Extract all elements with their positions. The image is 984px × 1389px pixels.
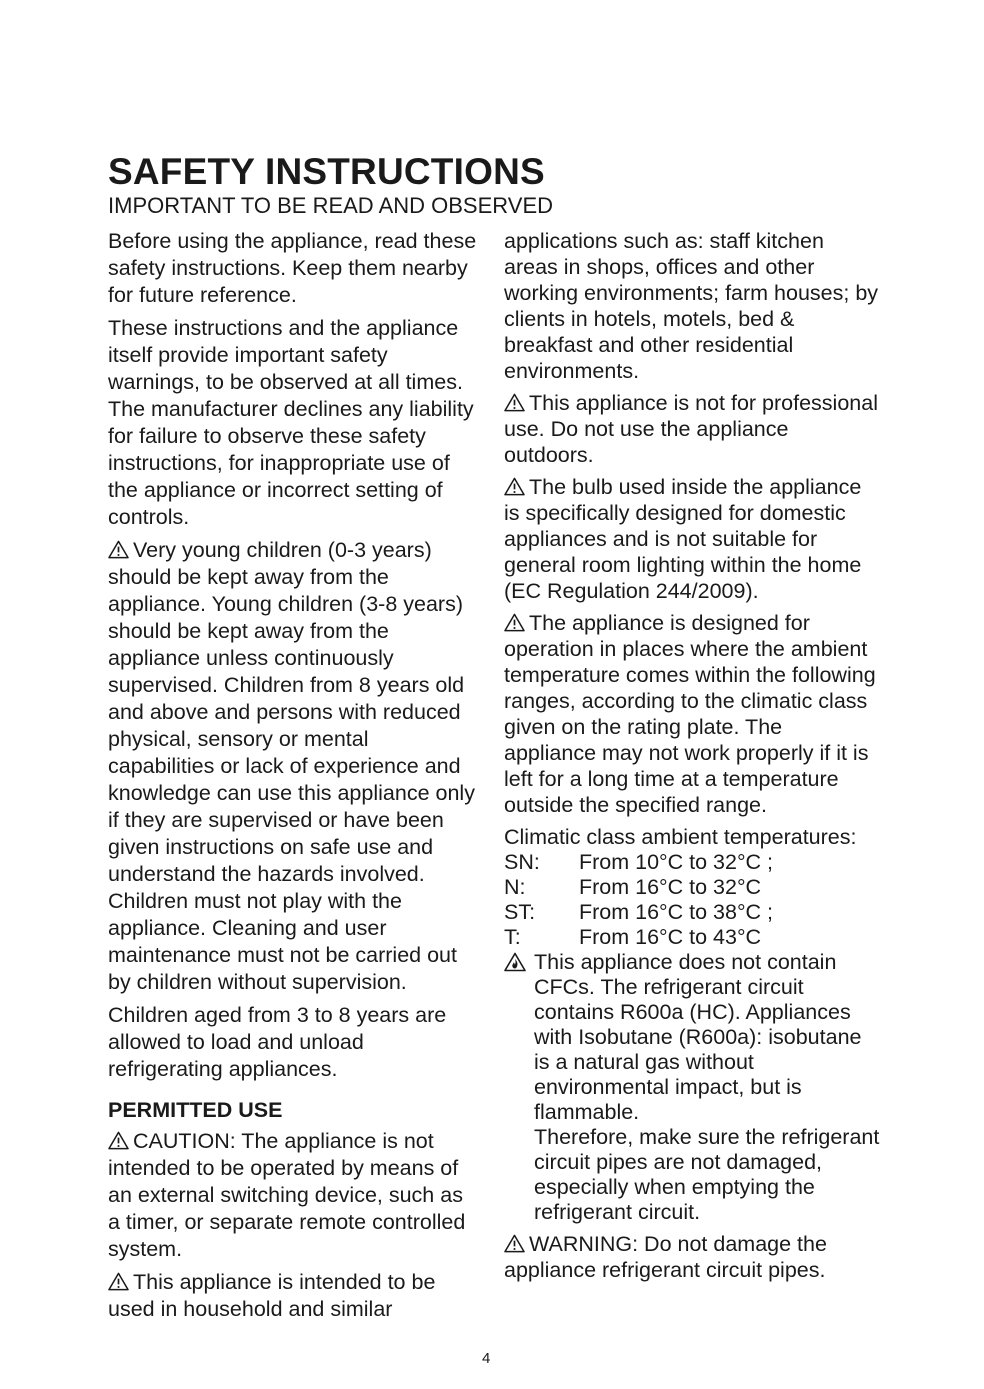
page-subtitle: IMPORTANT TO BE READ AND OBSERVED xyxy=(108,193,554,218)
flammable-warning-block xyxy=(504,950,880,1225)
climate-code: ST: xyxy=(504,900,536,924)
climatic-class-title: Climatic class ambient temperatures: xyxy=(504,825,857,849)
warning-triangle-icon xyxy=(108,540,129,559)
warning-triangle-icon xyxy=(504,477,525,496)
caution-text: CAUTION: The appliance is not intended to be operated by means of an external switching device, such as a timer, or separate remote controlled system. xyxy=(108,1129,466,1261)
ambient-text: The appliance is designed for operation in places where the ambient temperature comes within the following ranges, according to the climatic class given on the rating plate. The appliance may not work properly if it is left for a long time at a temperature outside the specified range. xyxy=(504,611,876,817)
cfc-paragraph: This appliance does not contain CFCs. The refrigerant circuit contains R600a (HC). Appliances with Isobutane (R600a): isobutane is a natural gas without environmental impact, but is flammable. xyxy=(534,950,862,1124)
climate-code: N: xyxy=(504,875,526,899)
right-column xyxy=(504,228,880,1289)
climate-row xyxy=(504,925,880,950)
climate-row xyxy=(504,850,880,875)
bulb-paragraph xyxy=(504,474,880,604)
permitted-use-heading: PERMITTED USE xyxy=(108,1098,283,1122)
climate-row xyxy=(504,900,880,925)
climate-range: From 16°C to 38°C ; xyxy=(579,900,774,924)
warning-triangle-icon xyxy=(108,1272,129,1291)
warning-triangle-icon xyxy=(108,1131,129,1150)
household-paragraph xyxy=(108,1269,480,1323)
therefore-paragraph: Therefore, make sure the refrigerant circuit pipes are not damaged, especially when emptying the refrigerant circuit. xyxy=(534,1125,880,1224)
flammable-text xyxy=(534,950,880,1225)
caution-paragraph xyxy=(108,1128,480,1263)
children-warning xyxy=(108,537,480,996)
warning-triangle-icon xyxy=(504,1234,525,1253)
pipes-warning-text: WARNING: Do not damage the appliance refrigerant circuit pipes. xyxy=(504,1232,827,1282)
climate-row xyxy=(504,875,880,900)
bulb-text: The bulb used inside the appliance is specifically designed for domestic appliances and is not suitable for general room lighting within the home (EC Regulation 244/2009). xyxy=(504,475,862,603)
page-title: SAFETY INSTRUCTIONS xyxy=(108,151,545,192)
applications-paragraph: applications such as: staff kitchen areas in shops, offices and other working environments; farm houses; by clients in hotels, motels, bed & breakfast and other residential environments. xyxy=(504,229,879,383)
left-column xyxy=(108,228,480,1329)
climate-range: From 16°C to 32°C xyxy=(579,875,762,899)
not-professional-text: This appliance is not for professional use. Do not use the appliance outdoors. xyxy=(504,391,878,467)
not-professional-paragraph xyxy=(504,390,880,468)
warning-triangle-icon xyxy=(504,613,525,632)
children-loading-paragraph: Children aged from 3 to 8 years are allowed to load and unload refrigerating appliances. xyxy=(108,1003,447,1081)
ambient-paragraph xyxy=(504,610,880,818)
climate-code: SN: xyxy=(504,850,540,874)
intro-paragraph: Before using the appliance, read these safety instructions. Keep them nearby for future reference. xyxy=(108,229,477,307)
page-number: 4 xyxy=(482,1350,491,1367)
climate-range: From 16°C to 43°C xyxy=(579,925,762,949)
flammable-warning-icon xyxy=(504,952,526,972)
warning-triangle-icon xyxy=(504,393,525,412)
climate-range: From 10°C to 32°C ; xyxy=(579,850,774,874)
flammable-icon-wrap xyxy=(504,950,534,1225)
warnings-paragraph: These instructions and the appliance itself provide important safety warnings, to be observed at all times. The manufacturer declines any liability for failure to observe these safety instructions, for inappropriate use of the appliance or incorrect setting of controls. xyxy=(108,316,474,529)
climate-code: T: xyxy=(504,925,521,949)
household-text: This appliance is intended to be used in household and similar xyxy=(108,1270,436,1321)
pipes-warning-paragraph xyxy=(504,1231,880,1283)
children-warning-text: Very young children (0-3 years) should be kept away from the appliance. Young children (3-8 years) should be kept away from the appliance unless continuously supervised. Children from 8 years old and above and persons with reduced physical, sensory or mental capabilities or lack of experience and knowledge can use this appliance only if they are supervised or have been given instructions on safe use and understand the hazards involved. Children must not play with the appliance. Cleaning and user maintenance must not be carried out by children without supervision. xyxy=(108,538,475,994)
